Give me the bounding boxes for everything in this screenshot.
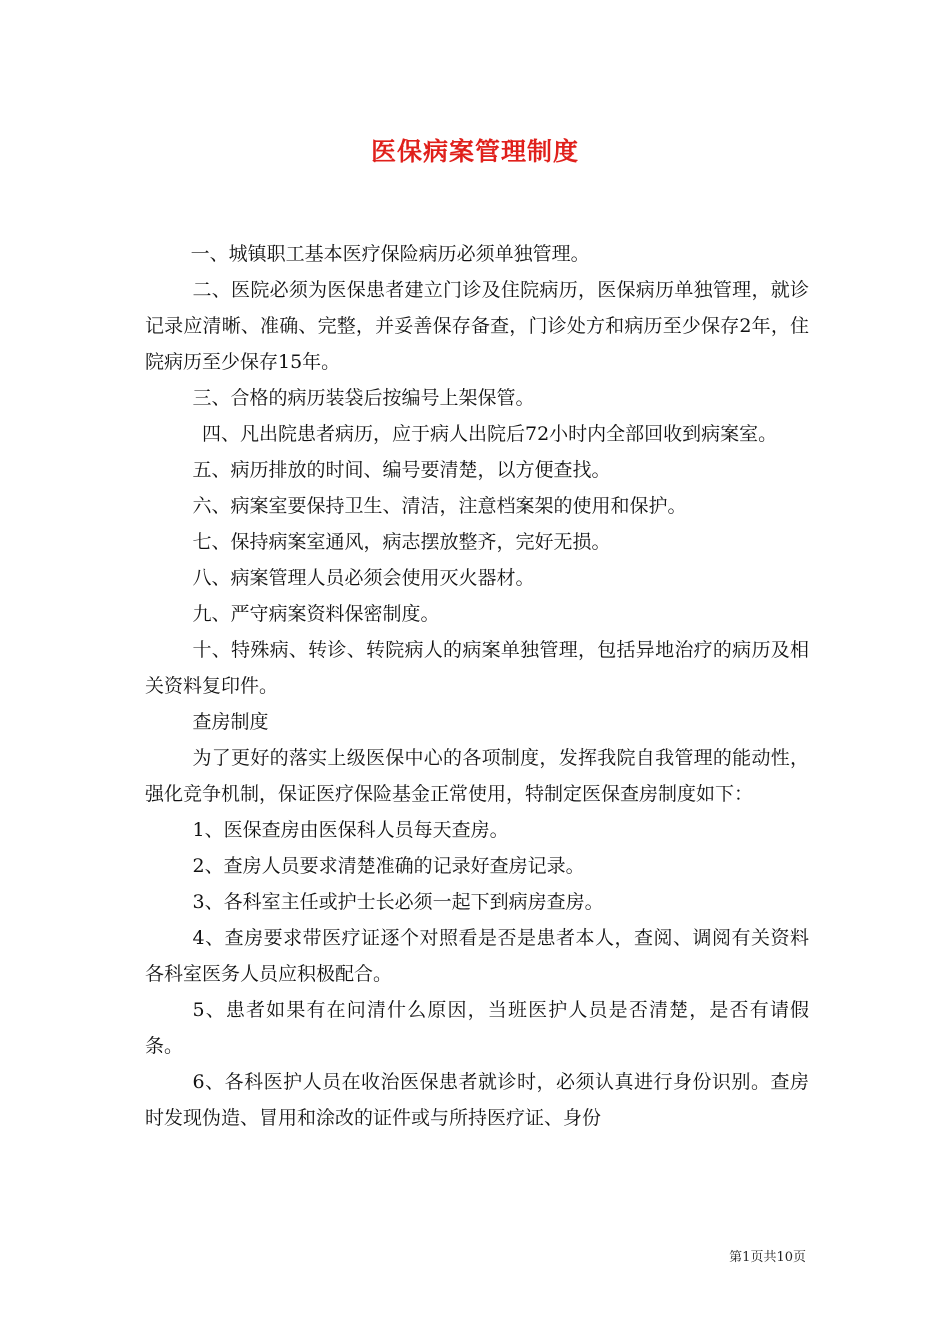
paragraph-4: 四、凡出院患者病历，应于病人出院后72小时内全部回收到病案室。 xyxy=(202,423,778,445)
paragraph-8: 八、病案管理人员必须会使用灭火器材。 xyxy=(192,567,535,589)
section-heading-ward-round: 查房制度 xyxy=(192,711,269,733)
document-body xyxy=(145,236,809,1136)
paragraph-7: 七、保持病案室通风，病志摆放整齐，完好无损。 xyxy=(192,531,611,553)
paragraph-rule-5: 5、患者如果有在问清什么原因，当班医护人员是否清楚，是否有请假条。 xyxy=(145,999,809,1057)
paragraph-1: 一、城镇职工基本医疗保险病历必须单独管理。 xyxy=(190,243,590,265)
paragraph-rule-3: 3、各科室主任或护士长必须一起下到病房查房。 xyxy=(192,891,604,913)
paragraph-rule-6: 6、各科医护人员在收治医保患者就诊时，必须认真进行身份识别。查房时发现伪造、冒用和涂改的证件或与所持医疗证、身份 xyxy=(145,1071,809,1129)
paragraph-6: 六、病案室要保持卫生、清洁，注意档案架的使用和保护。 xyxy=(192,495,687,517)
paragraph-rule-1: 1、医保查房由医保科人员每天查房。 xyxy=(192,819,509,841)
paragraph-9: 九、严守病案资料保密制度。 xyxy=(192,603,440,625)
paragraph-5: 五、病历排放的时间、编号要清楚，以方便查找。 xyxy=(192,459,611,481)
paragraph-3: 三、合格的病历装袋后按编号上架保管。 xyxy=(192,387,535,409)
paragraph-10: 十、特殊病、转诊、转院病人的病案单独管理，包括异地治疗的病历及相关资料复印件。 xyxy=(145,639,809,697)
paragraph-rule-2: 2、查房人员要求清楚准确的记录好查房记录。 xyxy=(192,855,585,877)
paragraph-intro: 为了更好的落实上级医保中心的各项制度，发挥我院自我管理的能动性，强化竞争机制，保证医疗保险基金正常使用，特制定医保查房制度如下： xyxy=(145,747,809,805)
page-title: 医保病案管理制度 xyxy=(370,137,579,166)
paragraph-rule-4: 4、查房要求带医疗证逐个对照看是否是患者本人，查阅、调阅有关资料各科室医务人员应积极配合。 xyxy=(145,927,809,985)
page-indicator: 第1页共10页 xyxy=(729,1250,806,1265)
paragraph-2: 二、医院必须为医保患者建立门诊及住院病历，医保病历单独管理，就诊记录应清晰、准确、完整，并妥善保存备查，门诊处方和病历至少保存2年，住院病历至少保存15年。 xyxy=(145,279,809,373)
